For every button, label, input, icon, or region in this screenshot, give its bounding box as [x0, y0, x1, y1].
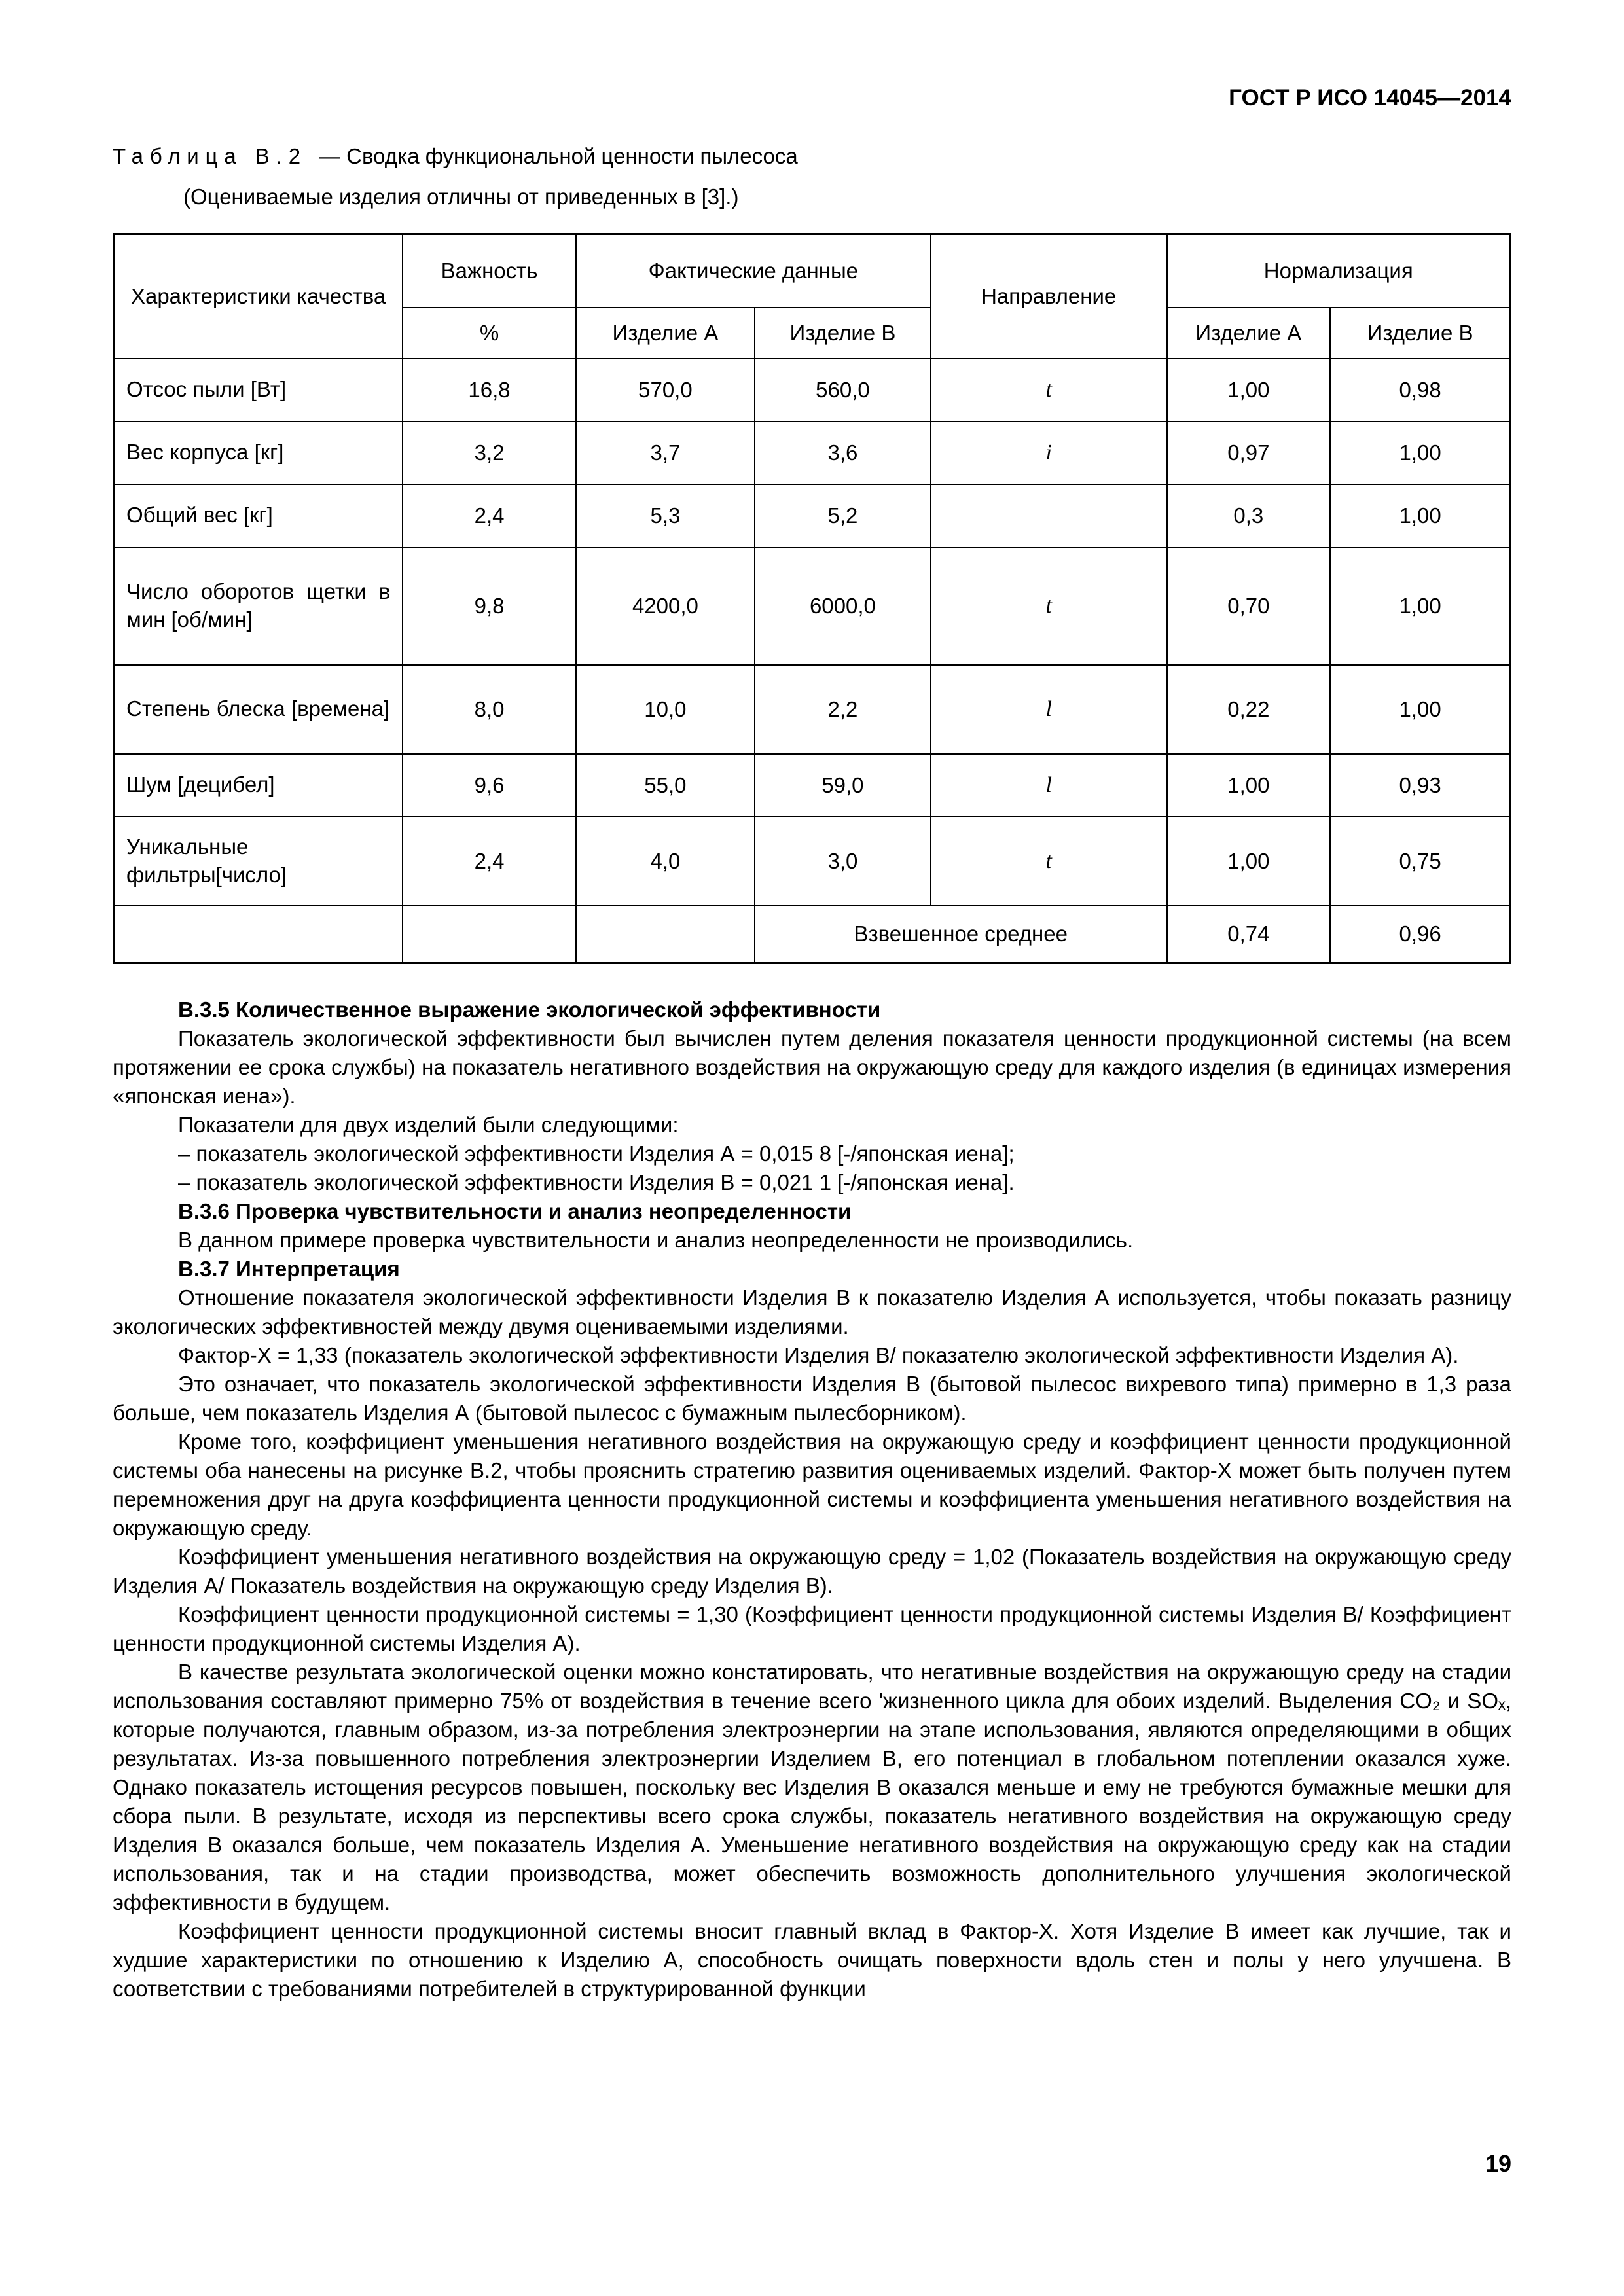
- list-item: – показатель экологической эффективности Изделия А = 0,015 8 [-/японская иена];: [178, 1141, 1015, 1166]
- cell-direction: i: [931, 422, 1167, 484]
- cell-direction: [931, 484, 1167, 547]
- cell-actual-a: 3,7: [576, 422, 755, 484]
- paragraph: Это означает, что показатель экологической эффективности Изделия В (бытовой пылесос вихревого типа) примерно в 1,3 раза больше, чем показатель Изделия А (бытовой пылесос с бумажным пылесборником).: [113, 1372, 1511, 1425]
- table-row: [114, 754, 1511, 817]
- cell-actual-a: 55,0: [576, 754, 755, 817]
- col-header-actual-product-b: Изделие В: [755, 308, 931, 359]
- cell-norm-a: 0,3: [1167, 484, 1331, 547]
- cell-characteristic: Вес корпуса [кг]: [114, 422, 403, 484]
- table-row: [114, 547, 1511, 665]
- body-text: [113, 996, 1511, 2003]
- cell-importance: 2,4: [403, 484, 576, 547]
- cell-norm-b: 0,98: [1330, 359, 1510, 422]
- cell-importance: 9,8: [403, 547, 576, 665]
- cell-norm-b: 0,93: [1330, 754, 1510, 817]
- paragraph: Кроме того, коэффициент уменьшения негативного воздействия на окружающую среду и коэффициент ценности продукционной системы оба нанесены на рисунке В.2, чтобы прояснить стратегию развития оцениваемых изделий. Фактор-X может быть получен путем перемножения друг на друга коэффициента ценности продукционной системы и коэффициента уменьшения негативного воздействия на окружающую среду.: [113, 1429, 1511, 1540]
- functional-value-table: [113, 233, 1511, 964]
- cell-norm-a: 1,00: [1167, 359, 1331, 422]
- col-header-norm-product-b: Изделие В: [1330, 308, 1510, 359]
- cell-characteristic: Шум [децибел]: [114, 754, 403, 817]
- cell-actual-a: 5,3: [576, 484, 755, 547]
- page-number: 19: [1485, 2150, 1511, 2177]
- cell-characteristic: Общий вес [кг]: [114, 484, 403, 547]
- cell-actual-a: 10,0: [576, 665, 755, 754]
- table-row: [114, 484, 1511, 547]
- section-heading-b36: В.3.6 Проверка чувствительности и анализ неопределенности: [178, 1199, 852, 1223]
- cell-actual-b: 3,6: [755, 422, 931, 484]
- table-row: [114, 422, 1511, 484]
- col-header-actual-product-a: Изделие А: [576, 308, 755, 359]
- cell-weighted-average-label: Взвешенное среднее: [755, 906, 1167, 963]
- cell-norm-b: 1,00: [1330, 422, 1510, 484]
- paragraph: В качестве результата экологической оценки можно констатировать, что негативные воздействия на окружающую среду на стадии использования составляют примерно 75% от воздействия в течение всего 'жизненного цикла для обоих изделий. Выделения CO₂ и SOₓ, которые получаются, главным образом, из-за потребления электроэнергии на этапе использования, являются определяющими в общих результатах. Из-за повышенного потребления электроэнергии Изделием В, его потенциал в глобальном потеплении оказался хуже. Однако показатель истощения ресурсов повышен, поскольку вес Изделия В оказался меньше и ему не требуются бумажные мешки для сбора пыли. В результате, исходя из перспективы всего срока службы, показатель негативного воздействия на окружающую среду Изделия В оказался больше, чем показатель Изделия А. Уменьшение негативного воздействия на окружающую среду как на стадии использования, так и на стадии производства, может обеспечить возможность дополнительного улучшения экологической эффективности в будущем.: [113, 1660, 1511, 1914]
- paragraph: Фактор-X = 1,33 (показатель экологической эффективности Изделия В/ показателю экологической эффективности Изделия А).: [178, 1343, 1459, 1367]
- cell-norm-a: 0,70: [1167, 547, 1331, 665]
- cell-characteristic: Степень блеска [времена]: [114, 665, 403, 754]
- cell-direction: t: [931, 547, 1167, 665]
- cell-actual-a: 4,0: [576, 817, 755, 906]
- cell-norm-b: 1,00: [1330, 484, 1510, 547]
- cell-footer-norm-a: 0,74: [1167, 906, 1331, 963]
- cell-norm-b: 1,00: [1330, 547, 1510, 665]
- cell-footer-norm-b: 0,96: [1330, 906, 1510, 963]
- cell-actual-b: 5,2: [755, 484, 931, 547]
- paragraph: Отношение показателя экологической эффективности Изделия В к показателю Изделия А используется, чтобы показать разницу экологических эффективностей между двумя оцениваемыми изделиями.: [113, 1285, 1511, 1338]
- table-caption-label: Таблица В.2: [113, 144, 307, 168]
- cell-characteristic: Число оборотов щетки в мин [об/мин]: [114, 547, 403, 665]
- cell-actual-b: 59,0: [755, 754, 931, 817]
- cell-empty: [576, 906, 755, 963]
- col-header-normalization: Нормализация: [1167, 234, 1511, 308]
- paragraph: Показатели для двух изделий были следующими:: [178, 1113, 679, 1137]
- cell-direction: l: [931, 754, 1167, 817]
- table-row: [114, 359, 1511, 422]
- paragraph: В данном примере проверка чувствительности и анализ неопределенности не производились.: [178, 1228, 1134, 1252]
- col-header-importance: Важность: [403, 234, 576, 308]
- paragraph: Коэффициент уменьшения негативного воздействия на окружающую среду = 1,02 (Показатель воздействия на окружающую среду Изделия А/ Показатель воздействия на окружающую среду Изделия В).: [113, 1545, 1511, 1598]
- cell-norm-b: 0,75: [1330, 817, 1510, 906]
- cell-importance: 9,6: [403, 754, 576, 817]
- cell-characteristic: Отсос пыли [Вт]: [114, 359, 403, 422]
- table-footer-row: [114, 906, 1511, 963]
- list-item: – показатель экологической эффективности Изделия В = 0,021 1 [-/японская иена].: [178, 1170, 1015, 1194]
- cell-actual-a: 4200,0: [576, 547, 755, 665]
- col-header-norm-product-a: Изделие А: [1167, 308, 1331, 359]
- cell-norm-b: 1,00: [1330, 665, 1510, 754]
- cell-direction: t: [931, 359, 1167, 422]
- cell-norm-a: 0,22: [1167, 665, 1331, 754]
- cell-actual-b: 2,2: [755, 665, 931, 754]
- paragraph: Коэффициент ценности продукционной системы вносит главный вклад в Фактор-X. Хотя Изделие В имеет как лучшие, так и худшие характеристики по отношению к Изделию А, способность очищать поверхности вдоль стен и полы у него улучшена. В соответствии с требованиями потребителей в структурированной функции: [113, 1919, 1511, 2001]
- cell-empty: [114, 906, 403, 963]
- cell-norm-a: 1,00: [1167, 817, 1331, 906]
- cell-characteristic: Уникальные фильтры[число]: [114, 817, 403, 906]
- table-caption-subtitle: (Оцениваемые изделия отличны от приведенных в [3].): [183, 185, 739, 209]
- cell-importance: 16,8: [403, 359, 576, 422]
- cell-actual-b: 3,0: [755, 817, 931, 906]
- table-row: [114, 817, 1511, 906]
- table-header-row-1: [114, 234, 1511, 308]
- col-header-characteristics: Характеристики качества: [114, 234, 403, 359]
- cell-norm-a: 1,00: [1167, 754, 1331, 817]
- paragraph: Показатель экологической эффективности был вычислен путем деления показателя ценности продукционной системы (на всем протяжении ее срока службы) на показатель негативного воздействия на окружающую среду для каждого изделия (в единицах измерения «японская иена»).: [113, 1026, 1511, 1108]
- cell-norm-a: 0,97: [1167, 422, 1331, 484]
- cell-importance: 8,0: [403, 665, 576, 754]
- paragraph: Коэффициент ценности продукционной системы = 1,30 (Коэффициент ценности продукционной системы Изделия В/ Коэффициент ценности продукционной системы Изделия А).: [113, 1602, 1511, 1655]
- col-header-direction: Направление: [931, 234, 1167, 359]
- col-header-actual-data: Фактические данные: [576, 234, 931, 308]
- section-heading-b35: В.3.5 Количественное выражение экологической эффективности: [178, 997, 881, 1022]
- document-code: ГОСТ Р ИСО 14045—2014: [1229, 85, 1511, 111]
- cell-empty: [403, 906, 576, 963]
- cell-actual-b: 6000,0: [755, 547, 931, 665]
- section-heading-b37: В.3.7 Интерпретация: [178, 1257, 400, 1281]
- cell-actual-b: 560,0: [755, 359, 931, 422]
- table-caption-title: — Сводка функциональной ценности пылесоса: [319, 144, 798, 168]
- cell-actual-a: 570,0: [576, 359, 755, 422]
- cell-direction: t: [931, 817, 1167, 906]
- cell-importance: 3,2: [403, 422, 576, 484]
- cell-direction: l: [931, 665, 1167, 754]
- table-row: [114, 665, 1511, 754]
- col-header-importance-unit: %: [403, 308, 576, 359]
- table-caption: [113, 144, 1511, 169]
- cell-importance: 2,4: [403, 817, 576, 906]
